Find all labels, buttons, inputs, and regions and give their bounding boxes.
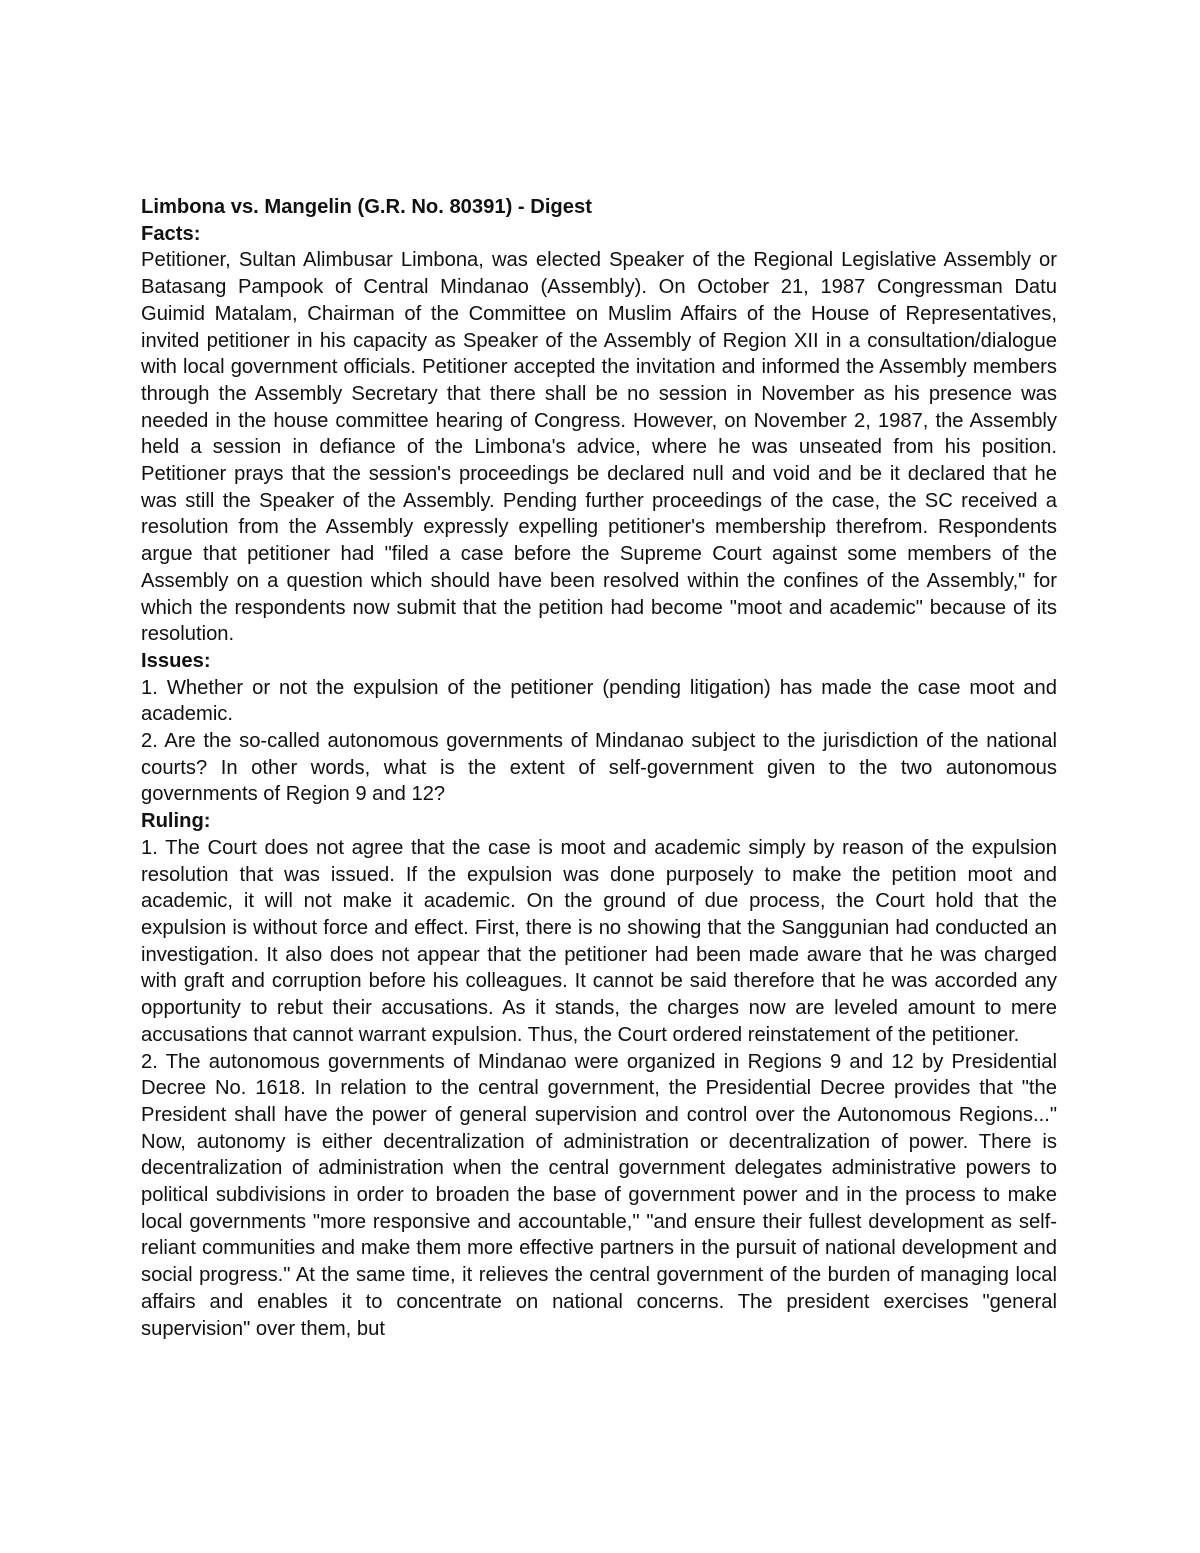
facts-paragraph: Petitioner, Sultan Alimbusar Limbona, was elected Speaker of the Regional Legislative Assembly or Batasang Pampook of Central Mindanao (Assembly). On October 21, 1987 Congressman Datu Guimid Matalam, Chairman of the Committee on Muslim Affairs of the House of Representatives, invited petitioner in his capacity as Speaker of the Assembly of Region XII in a consultation/dialogue with local government officials. Petitioner accepted the invitation and informed the Assembly members through the Assembly Secretary that there shall be no session in November as his presence was needed in the house committee hearing of Congress. However, on November 2, 1987, the Assembly held a session in defiance of the Limbona's advice, where he was unseated from his position. Petitioner prays that the session's proceedings be declared null and void and be it declared that he was still the Speaker of the Assembly. Pending further proceedings of the case, the SC received a resolution from the Assembly expressly expelling petitioner's membership therefrom. Respondents argue that petitioner had "filed a case before the Supreme Court against some members of the Assembly on a question which should have been resolved within the confines of the Assembly," for which the respondents now submit that the petition had become "moot and academic" because of its resolution.: [141, 249, 1057, 646]
ruling-item-1: 1. The Court does not agree that the case is moot and academic simply by reason of the expulsion resolution that was issued. If the expulsion was done purposely to make the petition moot and academic, it will not make it academic. On the ground of due process, the Court hold that the expulsion is without force and effect. First, there is no showing that the Sanggunian had conducted an investigation. It also does not appear that the petitioner had been made aware that he was charged with graft and corruption before his colleagues. It cannot be said therefore that he was accorded any opportunity to rebut their accusations. As it stands, the charges now are leveled amount to mere accusations that cannot warrant expulsion. Thus, the Court ordered reinstatement of the petitioner.: [141, 836, 1057, 1046]
issue-item-2: 2. Are the so-called autonomous governments of Mindanao subject to the jurisdiction of the national courts? In other words, what is the extent of self-government given to the two autonomous governments of Region 9 and 12?: [141, 730, 1057, 806]
document-title: Limbona vs. Mangelin (G.R. No. 80391) - Digest: [141, 196, 592, 218]
facts-heading: Facts:: [141, 222, 201, 245]
document-body: [141, 194, 1057, 1342]
issue-item-1: 1. Whether or not the expulsion of the petitioner (pending litigation) has made the case moot and academic.: [141, 676, 1057, 726]
ruling-heading: Ruling:: [141, 810, 211, 833]
ruling-item-2: 2. The autonomous governments of Mindanao were organized in Regions 9 and 12 by Presidential Decree No. 1618. In relation to the central government, the Presidential Decree provides that "the President shall have the power of general supervision and control over the Autonomous Regions..." Now, autonomy is either decentralization of administration or decentralization of power. There is decentralization of administration when the central government delegates administrative powers to political subdivisions in order to broaden the base of government power and in the process to make local governments "more responsive and accountable," "and ensure their fullest development as self-reliant communities and make them more effective partners in the pursuit of national development and social progress." At the same time, it relieves the central government of the burden of managing local affairs and enables it to concentrate on national concerns. The president exercises "general supervision" over them, but: [141, 1050, 1057, 1340]
issues-heading: Issues:: [141, 649, 211, 672]
